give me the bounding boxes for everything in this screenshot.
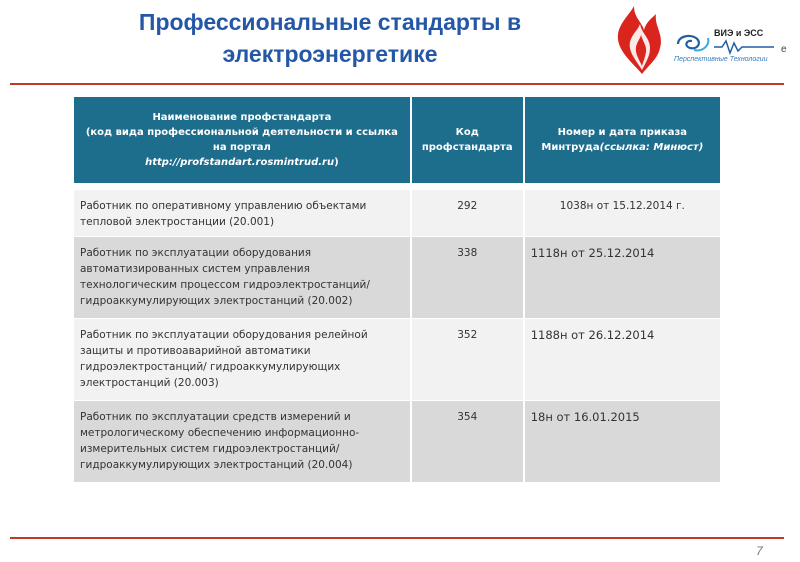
standard-code: 352: [412, 318, 523, 400]
order-number-date: 1118н от 25.12.2014: [525, 236, 720, 318]
header-code: Код профстандарта: [412, 97, 523, 183]
swirl-icon: [674, 32, 712, 54]
table-row: [74, 236, 720, 318]
header-order: [525, 97, 720, 183]
standard-name: Работник по эксплуатации оборудования релейной защиты и противоаварийной автоматики гидроэлектростанций/ гидроаккумулирующих электростанций (20.003): [74, 318, 410, 400]
standard-code: 338: [412, 236, 523, 318]
signal-wave-icon: [714, 39, 774, 55]
slide-title: Профессиональные стандарты в электроэнергетике: [138, 9, 522, 67]
logo-abbreviation: ВИЭ и ЭСС: [714, 28, 764, 38]
footer-divider: [10, 537, 784, 539]
header-name-close: ): [334, 157, 339, 168]
standard-name: Работник по оперативному управлению объектами тепловой электростанции (20.001): [74, 189, 410, 236]
table-header-row: [74, 97, 720, 183]
table-row: [74, 189, 720, 236]
header-name-line1: Наименование профстандарта: [152, 112, 332, 123]
header-order-note: (ссылка: Минюст): [599, 142, 704, 153]
header-order-label: Номер и дата приказа Минтруда: [541, 127, 688, 153]
order-number-date: 1038н от 15.12.2014 г.: [525, 189, 720, 236]
standards-table: [72, 97, 722, 482]
corner-fragment: е: [781, 44, 787, 55]
table-row: [74, 400, 720, 482]
flame-logo-icon: [612, 4, 668, 76]
page-number: 7: [756, 544, 763, 558]
header-name: [74, 97, 410, 183]
standard-name: Работник по эксплуатации средств измерений и метрологическому обеспечению информационно-измерительных систем гидроэлектростанций/ гидроаккумулирующих электростанций (20.004): [74, 400, 410, 482]
order-number-date: 18н от 16.01.2015: [525, 400, 720, 482]
header-name-line2: (код вида профессиональной деятельности и ссылка на портал: [85, 127, 398, 153]
header-divider: [10, 83, 784, 85]
standard-name: Работник по эксплуатации оборудования автоматизированных систем управления технологическим процессом гидроэлектростанций/ гидроаккумулирующих электростанций (20.002): [74, 236, 410, 318]
table-row: [74, 318, 720, 400]
standard-code: 292: [412, 189, 523, 236]
order-number-date: 1188н от 26.12.2014: [525, 318, 720, 400]
standard-code: 354: [412, 400, 523, 482]
company-logo: [672, 22, 776, 66]
portal-link[interactable]: http://profstandart.rosmintrud.ru: [145, 157, 335, 168]
logo-tagline: Перспективные Технологии: [674, 56, 768, 63]
